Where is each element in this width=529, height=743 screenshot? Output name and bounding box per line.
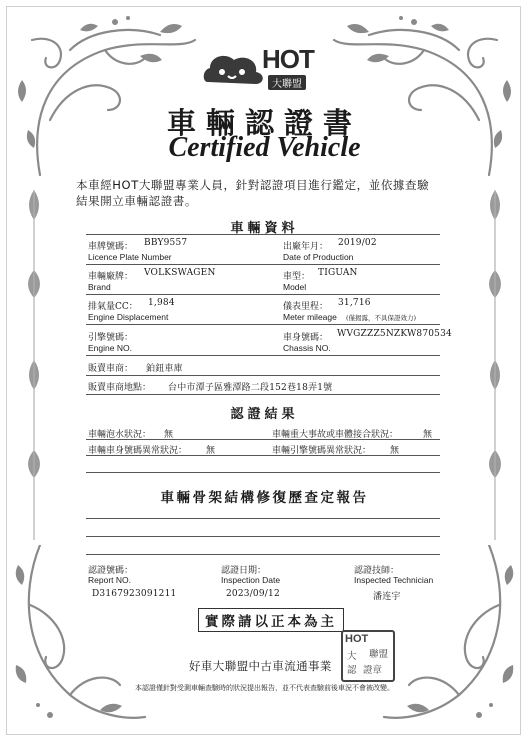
seal-text-big: 大 xyxy=(347,651,357,662)
displacement-label: 排氣量CC： xyxy=(88,302,138,312)
tech-label-en: Inspected Technician xyxy=(354,575,434,585)
model-value: TIGUAN xyxy=(318,268,358,278)
row-divider xyxy=(86,439,440,440)
accident-value: 無 xyxy=(423,430,433,440)
chassis-value: WVGZZZ5NZKW870534 xyxy=(337,329,452,339)
brand-label: 車輛廠牌： xyxy=(88,272,134,282)
flood-label: 車輛泡水狀況： xyxy=(88,430,152,440)
body-no-value: 無 xyxy=(206,446,216,456)
engine-no-value: 無 xyxy=(390,446,400,456)
date-label-en: Inspection Date xyxy=(221,575,281,585)
title-chinese: 車輛認證書 xyxy=(166,106,362,140)
certification-seal xyxy=(341,630,395,682)
row-divider xyxy=(86,355,440,356)
logo-subtitle: 大聯盟 xyxy=(268,75,306,90)
organization-name: 好車大聯盟中古車流通事業 xyxy=(189,659,332,673)
dealer-label: 販賣車商： xyxy=(88,364,134,374)
report-line xyxy=(86,518,440,519)
row-divider xyxy=(86,264,440,265)
ornament-bottom-right-icon xyxy=(379,545,519,730)
engine-no-label: 車輛引擎號碼異常狀況： xyxy=(272,446,372,456)
report-no-value: D3167923091211 xyxy=(92,589,177,599)
notice-stamp: 實際請以正本為主 xyxy=(198,608,344,632)
address-value: 台中市潭子區雅潭路二段152巷18弄1號 xyxy=(168,383,333,393)
chassis-label-en: Chassis NO. xyxy=(283,343,331,353)
row-divider xyxy=(86,375,440,376)
plate-label: 車牌號碼： xyxy=(88,242,134,252)
accident-label: 車輛重大事故或車體接合狀況： xyxy=(272,430,399,440)
body-no-label: 車輛車身號碼異常狀況： xyxy=(88,446,188,456)
tech-label: 認證技師： xyxy=(354,566,400,576)
footnote: 本認證僅針對受測車輛查驗時的狀況提出報告，並不代表查驗前後車況不會被改變。 xyxy=(135,684,394,692)
engine-label-en: Engine NO. xyxy=(88,343,132,353)
frame-report-heading: 車輛骨架結構修復歷查定報告 xyxy=(160,490,369,506)
row-divider xyxy=(86,455,440,456)
date-value: 2023/09/12 xyxy=(226,589,280,599)
report-no-label-en: Report NO. xyxy=(88,575,131,585)
report-line xyxy=(86,536,440,537)
report-line xyxy=(86,554,440,555)
displacement-value: 1,984 xyxy=(148,298,175,308)
seal-text-stamp: 證章 xyxy=(363,665,383,676)
row-divider xyxy=(86,294,440,295)
model-label: 車型： xyxy=(283,272,311,282)
vehicle-section-heading: 車輛資料 xyxy=(230,221,299,236)
address-label: 販賣車商地點： xyxy=(88,383,152,393)
displacement-label-en: Engine Displacement xyxy=(88,312,169,322)
row-divider xyxy=(86,472,440,473)
brand-value: VOLKSWAGEN xyxy=(144,268,216,278)
engine-label: 引擎號碼： xyxy=(88,333,134,343)
intro-line-1: 本車經HOT大聯盟專業人員，針對認證項目進行鑑定，並依據查驗 xyxy=(76,178,430,192)
report-no-label: 認證號碼： xyxy=(88,566,134,576)
mileage-label: 儀表里程： xyxy=(283,302,329,312)
row-divider xyxy=(86,394,440,395)
plate-label-en: Licence Plate Number xyxy=(88,252,172,262)
date-label: 認證日期： xyxy=(221,566,267,576)
heading-divider xyxy=(86,234,440,235)
production-value: 2019/02 xyxy=(338,238,377,248)
mileage-value: 31,716 xyxy=(338,298,371,308)
title-english: Certified Vehicle xyxy=(168,132,361,163)
mileage-label-en: Meter mileage xyxy=(283,312,337,322)
brand-label-en: Brand xyxy=(88,282,111,292)
chassis-label: 車身號碼： xyxy=(283,333,329,343)
logo-brand: HOT xyxy=(262,44,314,74)
mileage-note: (僅揭露，不具保證效力) xyxy=(346,314,417,322)
row-divider xyxy=(86,324,440,325)
seal-text-alliance: 聯盟 xyxy=(369,649,389,660)
model-label-en: Model xyxy=(283,282,307,292)
flood-value: 無 xyxy=(164,430,174,440)
production-label-en: Date of Production xyxy=(283,252,354,262)
tech-value: 潘连宇 xyxy=(373,592,401,602)
production-label: 出廠年月： xyxy=(283,242,329,252)
intro-line-2: 結果開立車輛認證書。 xyxy=(76,194,197,208)
seal-text-hot: HOT xyxy=(345,633,369,645)
result-section-heading: 認證結果 xyxy=(230,407,299,422)
dealer-value: 鉑鈕車庫 xyxy=(146,364,183,374)
plate-value: BBY9557 xyxy=(144,238,188,248)
seal-text-cert: 認 xyxy=(347,665,357,676)
